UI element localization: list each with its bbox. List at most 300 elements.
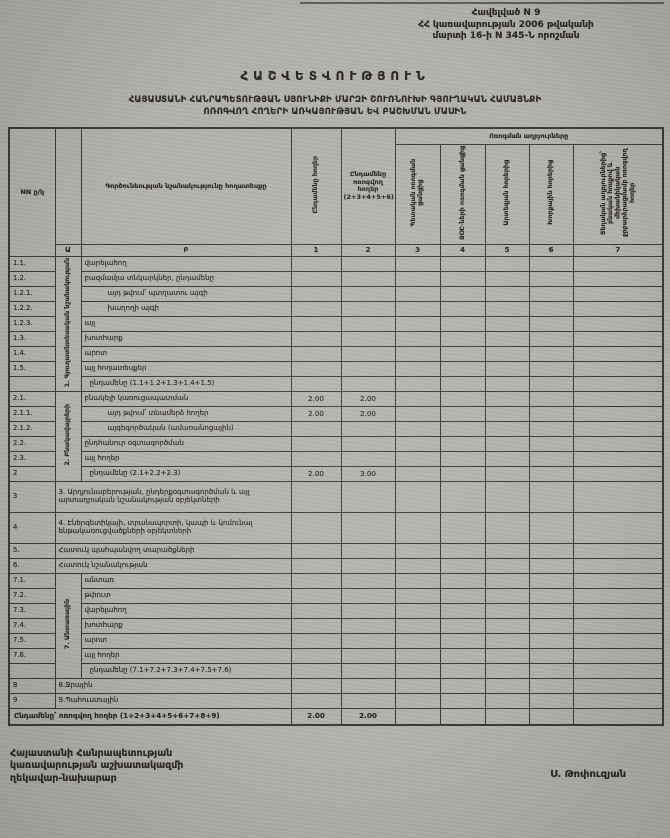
table-row xyxy=(9,331,663,346)
value-cell xyxy=(485,331,529,346)
value-cell xyxy=(573,406,663,421)
table-row xyxy=(9,316,663,331)
row-total-label: ընդամենը (1.1+1.2+1.3+1.4+1.5) xyxy=(81,376,291,391)
row-label: 9.Պահուստային xyxy=(55,693,291,708)
value-cell xyxy=(440,633,485,648)
row-label: այլ հողատեսքեր xyxy=(81,361,291,376)
value-cell xyxy=(291,451,341,466)
row-number: 1.1. xyxy=(9,256,55,271)
value-cell xyxy=(440,421,485,436)
value-cell xyxy=(440,481,485,512)
value-cell xyxy=(485,648,529,663)
value-cell xyxy=(573,451,663,466)
value-cell xyxy=(395,512,440,543)
grand-total-label: Ընդամենը՝ ոռոգվող հողեր (1+2+3+4+5+6+7+8+9) xyxy=(9,708,291,725)
value-cell xyxy=(529,648,573,663)
row-number: 5. xyxy=(9,543,55,558)
value-cell xyxy=(291,271,341,286)
value-cell xyxy=(485,708,529,725)
value-cell xyxy=(573,256,663,271)
value-cell xyxy=(291,286,341,301)
value-cell xyxy=(485,316,529,331)
row-number: 2.2. xyxy=(9,436,55,451)
footer xyxy=(8,748,662,785)
value-cell xyxy=(573,421,663,436)
row-total-label: ընդամենը (2.1+2.2+2.3) xyxy=(81,466,291,481)
table-row xyxy=(9,436,663,451)
row-number: 7.5. xyxy=(9,633,55,648)
row-label: այլ xyxy=(81,316,291,331)
value-cell xyxy=(440,436,485,451)
value-cell xyxy=(341,481,395,512)
table-row xyxy=(9,451,663,466)
value-cell xyxy=(440,708,485,725)
row-number: 2.3. xyxy=(9,451,55,466)
report-subtitle-1: ՀԱՅԱՍՏԱՆԻ ՀԱՆՐԱՊԵՏՈՒԹՅԱՆ ՍՅՈՒՆԻՔԻ ՄԱՐԶԻ ՇՈՒՌՆՈՒԽԻ ԳՅՈՒՂԱԿԱՆ ՀԱՄԱՅՆՔԻ xyxy=(128,95,542,106)
value-cell xyxy=(573,512,663,543)
value-cell xyxy=(529,256,573,271)
table-row xyxy=(9,512,663,543)
col-letter: 3 xyxy=(395,244,440,256)
value-cell xyxy=(341,361,395,376)
row-number: 8 xyxy=(9,678,55,693)
value-cell xyxy=(341,603,395,618)
col-letter: Ա xyxy=(55,244,81,256)
value-cell xyxy=(395,256,440,271)
table-row xyxy=(9,391,663,406)
row-number: 1.2.3. xyxy=(9,316,55,331)
value-cell xyxy=(395,436,440,451)
col-header-total-label: Ընդամենը հողեր xyxy=(312,156,320,214)
row-label: վարելահող xyxy=(81,603,291,618)
value-cell xyxy=(529,271,573,286)
value-cell xyxy=(395,633,440,648)
table-row xyxy=(9,346,663,361)
row-label: արոտ xyxy=(81,633,291,648)
row-label: Հատուկ նշանակության xyxy=(55,558,291,573)
value-cell xyxy=(485,436,529,451)
table-row xyxy=(9,256,663,271)
row-number: 7.2. xyxy=(9,588,55,603)
value-cell xyxy=(440,558,485,573)
land-report-table xyxy=(8,127,664,726)
value-cell xyxy=(395,451,440,466)
value-cell xyxy=(573,648,663,663)
value-cell xyxy=(573,391,663,406)
value-cell xyxy=(573,361,663,376)
value-cell xyxy=(291,693,341,708)
value-cell xyxy=(573,481,663,512)
row-label: արոտ xyxy=(81,346,291,361)
subcol-label: Տեղական աղբյուրներից՝ բնական հոսքով և մեխանիկական ջրբարձրացմամբ ոռոգվող հողեր xyxy=(599,148,636,238)
value-cell xyxy=(291,663,341,678)
table-row xyxy=(9,603,663,618)
row-label: այդ թվում՝ պտղատու այգի xyxy=(81,286,291,301)
row-number: 3 xyxy=(9,481,55,512)
col-letter: 5 xyxy=(485,244,529,256)
col-letter: 4 xyxy=(440,244,485,256)
value-cell xyxy=(485,663,529,678)
row-number: 9 xyxy=(9,693,55,708)
row-number: 2.1.2. xyxy=(9,421,55,436)
signatory-name: Ս. Թոփուզյան xyxy=(550,769,626,781)
value-cell xyxy=(440,301,485,316)
signatory-line-1: Հայաստանի Հանրապետության xyxy=(10,748,173,760)
value-cell xyxy=(485,573,529,588)
value-cell xyxy=(485,512,529,543)
row-label: խոտհարք xyxy=(81,618,291,633)
subcol-label: ՋՕԸ-ների ոռոգման ցանցից xyxy=(458,145,466,240)
row-number xyxy=(9,663,55,678)
value-cell xyxy=(291,558,341,573)
value-cell xyxy=(573,436,663,451)
value-cell: 3.00 xyxy=(341,466,395,481)
section-label: 2. Բնակավայրերի xyxy=(64,403,72,466)
value-cell xyxy=(485,633,529,648)
col-header-sub-3 xyxy=(485,144,529,244)
table-row xyxy=(9,588,663,603)
value-cell xyxy=(573,466,663,481)
value-cell xyxy=(395,543,440,558)
value-cell xyxy=(485,361,529,376)
value-cell xyxy=(529,633,573,648)
value-cell xyxy=(341,451,395,466)
col-letter: Բ xyxy=(81,244,291,256)
value-cell xyxy=(573,558,663,573)
value-cell xyxy=(485,466,529,481)
value-cell xyxy=(341,693,395,708)
value-cell: 2.00 xyxy=(291,406,341,421)
row-number: 2.1.1. xyxy=(9,406,55,421)
value-cell xyxy=(573,708,663,725)
value-cell xyxy=(485,271,529,286)
value-cell xyxy=(440,331,485,346)
value-cell xyxy=(395,421,440,436)
value-cell: 2.00 xyxy=(341,391,395,406)
value-cell xyxy=(341,301,395,316)
signatory-line-3: ղեկավար-նախարար xyxy=(10,772,117,784)
row-label: խոտհարք xyxy=(81,331,291,346)
section-cell xyxy=(55,256,81,391)
value-cell xyxy=(529,316,573,331)
col-letter: 2 xyxy=(341,244,395,256)
value-cell xyxy=(395,481,440,512)
table-row xyxy=(9,648,663,663)
row-number xyxy=(9,376,55,391)
col-header-purpose xyxy=(55,128,81,244)
value-cell xyxy=(341,558,395,573)
scan-artifact-line xyxy=(300,2,664,4)
value-cell xyxy=(485,603,529,618)
row-number: 1.2.1. xyxy=(9,286,55,301)
value-cell xyxy=(440,573,485,588)
value-cell: 2.00 xyxy=(341,708,395,725)
row-label: 3. Արդյունաբերության, ընդերքօգտագործման և այլ արտադրական նշանակության օբյեկտների xyxy=(55,481,291,512)
table-row xyxy=(9,693,663,708)
value-cell xyxy=(341,331,395,346)
value-cell xyxy=(485,301,529,316)
row-label: թփուտ xyxy=(81,588,291,603)
value-cell xyxy=(395,271,440,286)
value-cell xyxy=(291,346,341,361)
value-cell xyxy=(485,543,529,558)
value-cell xyxy=(573,376,663,391)
value-cell xyxy=(485,678,529,693)
value-cell xyxy=(573,286,663,301)
col-letter: 1 xyxy=(291,244,341,256)
table-row xyxy=(9,376,663,391)
header-row-letters xyxy=(9,244,663,256)
section-cell xyxy=(55,391,81,481)
value-cell xyxy=(529,708,573,725)
row-number: 1.2. xyxy=(9,271,55,286)
value-cell xyxy=(395,663,440,678)
value-cell xyxy=(395,618,440,633)
annex-line-3: մարտի 16-ի N 345-Ն որոշման xyxy=(432,31,580,42)
col-header-sub-4 xyxy=(529,144,573,244)
value-cell xyxy=(341,346,395,361)
table-row xyxy=(9,271,663,286)
table-row xyxy=(9,481,663,512)
value-cell xyxy=(485,346,529,361)
row-label: 8.Ջրային xyxy=(55,678,291,693)
value-cell xyxy=(485,391,529,406)
value-cell xyxy=(291,421,341,436)
value-cell xyxy=(440,451,485,466)
value-cell xyxy=(529,618,573,633)
header-row-group xyxy=(9,128,663,144)
report-title: ՀԱՇՎԵՏՎՈՒԹՅՈՒՆ xyxy=(240,69,430,84)
value-cell xyxy=(341,436,395,451)
value-cell xyxy=(440,588,485,603)
value-cell xyxy=(440,603,485,618)
value-cell: 2.00 xyxy=(291,708,341,725)
value-cell xyxy=(529,573,573,588)
value-cell xyxy=(529,466,573,481)
value-cell xyxy=(341,286,395,301)
table-row xyxy=(9,361,663,376)
value-cell xyxy=(341,421,395,436)
row-number: 4 xyxy=(9,512,55,543)
value-cell xyxy=(341,633,395,648)
value-cell xyxy=(395,588,440,603)
col-header-sub-5 xyxy=(573,144,663,244)
row-number: 1.3. xyxy=(9,331,55,346)
value-cell xyxy=(341,271,395,286)
value-cell xyxy=(291,648,341,663)
value-cell xyxy=(341,256,395,271)
table-row xyxy=(9,301,663,316)
value-cell xyxy=(395,346,440,361)
row-label: այլ հողեր xyxy=(81,648,291,663)
value-cell xyxy=(440,678,485,693)
row-label: այգեգործական (ամառանոցային) xyxy=(81,421,291,436)
value-cell xyxy=(440,466,485,481)
value-cell xyxy=(440,391,485,406)
value-cell xyxy=(573,618,663,633)
value-cell xyxy=(395,361,440,376)
value-cell xyxy=(291,331,341,346)
value-cell xyxy=(440,346,485,361)
value-cell xyxy=(485,376,529,391)
value-cell xyxy=(291,633,341,648)
value-cell xyxy=(395,301,440,316)
value-cell xyxy=(485,286,529,301)
signatory-title-block xyxy=(10,748,183,785)
row-number: 1.2.2. xyxy=(9,301,55,316)
value-cell xyxy=(529,481,573,512)
value-cell xyxy=(529,436,573,451)
row-number: 1.4. xyxy=(9,346,55,361)
value-cell xyxy=(291,481,341,512)
row-number: 1.5. xyxy=(9,361,55,376)
value-cell xyxy=(341,543,395,558)
value-cell: 2.00 xyxy=(291,466,341,481)
row-label: Հատուկ պահպանվող տարածքների xyxy=(55,543,291,558)
value-cell xyxy=(529,361,573,376)
col-header-name: Գործունեության նշանակությունը հողատեսքը xyxy=(81,128,291,244)
table-row xyxy=(9,618,663,633)
table-row xyxy=(9,573,663,588)
value-cell xyxy=(291,603,341,618)
value-cell xyxy=(291,436,341,451)
value-cell xyxy=(395,678,440,693)
row-label: այլ հողեր xyxy=(81,451,291,466)
row-label: ընդհանուր օգտագործման xyxy=(81,436,291,451)
value-cell xyxy=(395,316,440,331)
value-cell xyxy=(529,451,573,466)
value-cell xyxy=(440,361,485,376)
value-cell xyxy=(485,451,529,466)
row-number: 2.1. xyxy=(9,391,55,406)
value-cell xyxy=(485,481,529,512)
value-cell xyxy=(440,648,485,663)
value-cell xyxy=(395,331,440,346)
row-label: խաղողի այգի xyxy=(81,301,291,316)
col-header-total xyxy=(291,128,341,244)
value-cell xyxy=(529,391,573,406)
col-letter: 6 xyxy=(529,244,573,256)
value-cell xyxy=(341,648,395,663)
value-cell xyxy=(529,286,573,301)
value-cell xyxy=(395,693,440,708)
value-cell xyxy=(440,543,485,558)
value-cell xyxy=(440,406,485,421)
table-row xyxy=(9,663,663,678)
row-label: բնակելի կառուցապատման xyxy=(81,391,291,406)
row-label: բազմամյա տնկարկներ, ընդամենը xyxy=(81,271,291,286)
value-cell xyxy=(573,588,663,603)
section-label: 7. Անտառային xyxy=(64,599,72,650)
table-row xyxy=(9,633,663,648)
value-cell xyxy=(291,256,341,271)
value-cell xyxy=(291,588,341,603)
value-cell xyxy=(573,271,663,286)
value-cell xyxy=(485,588,529,603)
row-number: 2 xyxy=(9,466,55,481)
value-cell xyxy=(291,543,341,558)
value-cell xyxy=(395,648,440,663)
value-cell xyxy=(440,693,485,708)
value-cell xyxy=(395,603,440,618)
value-cell xyxy=(485,693,529,708)
value-cell xyxy=(291,618,341,633)
row-total-label: ընդամենը (7.1+7.2+7.3+7.4+7.5+7.6) xyxy=(81,663,291,678)
value-cell xyxy=(573,331,663,346)
value-cell xyxy=(440,512,485,543)
row-number: 6. xyxy=(9,558,55,573)
annex-block xyxy=(356,8,656,43)
table-row xyxy=(9,543,663,558)
value-cell xyxy=(485,618,529,633)
value-cell xyxy=(573,316,663,331)
row-label: անտառ xyxy=(81,573,291,588)
table-row xyxy=(9,678,663,693)
subcol-label: Պետական ոռոգման ցանցից xyxy=(410,158,425,227)
table-row xyxy=(9,466,663,481)
col-header-nn: NN ը/կ xyxy=(9,128,55,256)
value-cell xyxy=(291,301,341,316)
value-cell xyxy=(395,466,440,481)
value-cell xyxy=(529,603,573,618)
table-row xyxy=(9,421,663,436)
annex-line-1: Հավելված N 9 xyxy=(471,8,541,18)
value-cell xyxy=(529,693,573,708)
value-cell xyxy=(395,573,440,588)
annex-line-2: ՀՀ կառավարության 2006 թվականի xyxy=(418,19,594,30)
subcol-label: Արտեզյան հորերից xyxy=(503,160,511,226)
value-cell xyxy=(529,421,573,436)
table-row xyxy=(9,286,663,301)
table-row xyxy=(9,406,663,421)
row-number: 7.1. xyxy=(9,573,55,588)
value-cell xyxy=(440,376,485,391)
value-cell xyxy=(291,573,341,588)
col-letter: 7 xyxy=(573,244,663,256)
table-row xyxy=(9,558,663,573)
value-cell xyxy=(529,588,573,603)
value-cell xyxy=(573,573,663,588)
col-header-sub-1 xyxy=(395,144,440,244)
report-subtitle-2: ՈՌՈԳՎՈՂ ՀՈՂԵՐԻ ԱՌԿԱՅՈՒԹՅԱՆ ԵՎ ԲԱՇԽՄԱՆ ՄԱՍԻՆ xyxy=(203,107,467,118)
value-cell xyxy=(341,573,395,588)
value-cell xyxy=(341,618,395,633)
value-cell xyxy=(573,301,663,316)
section-cell xyxy=(55,573,81,678)
value-cell xyxy=(341,663,395,678)
value-cell: 2.00 xyxy=(291,391,341,406)
value-cell xyxy=(573,633,663,648)
value-cell xyxy=(291,678,341,693)
value-cell xyxy=(529,346,573,361)
value-cell xyxy=(395,406,440,421)
row-label: վարելահող xyxy=(81,256,291,271)
value-cell xyxy=(529,376,573,391)
value-cell xyxy=(341,678,395,693)
row-label: այդ թվում՝ տնամերձ հողեր xyxy=(81,406,291,421)
value-cell xyxy=(529,331,573,346)
row-number: 7.4. xyxy=(9,618,55,633)
row-number: 7.6. xyxy=(9,648,55,663)
value-cell xyxy=(440,286,485,301)
value-cell xyxy=(573,543,663,558)
value-cell xyxy=(440,271,485,286)
group-header: Ոռոգման աղբյուրները xyxy=(395,128,663,144)
value-cell xyxy=(485,406,529,421)
value-cell xyxy=(485,256,529,271)
value-cell xyxy=(440,316,485,331)
value-cell xyxy=(485,421,529,436)
